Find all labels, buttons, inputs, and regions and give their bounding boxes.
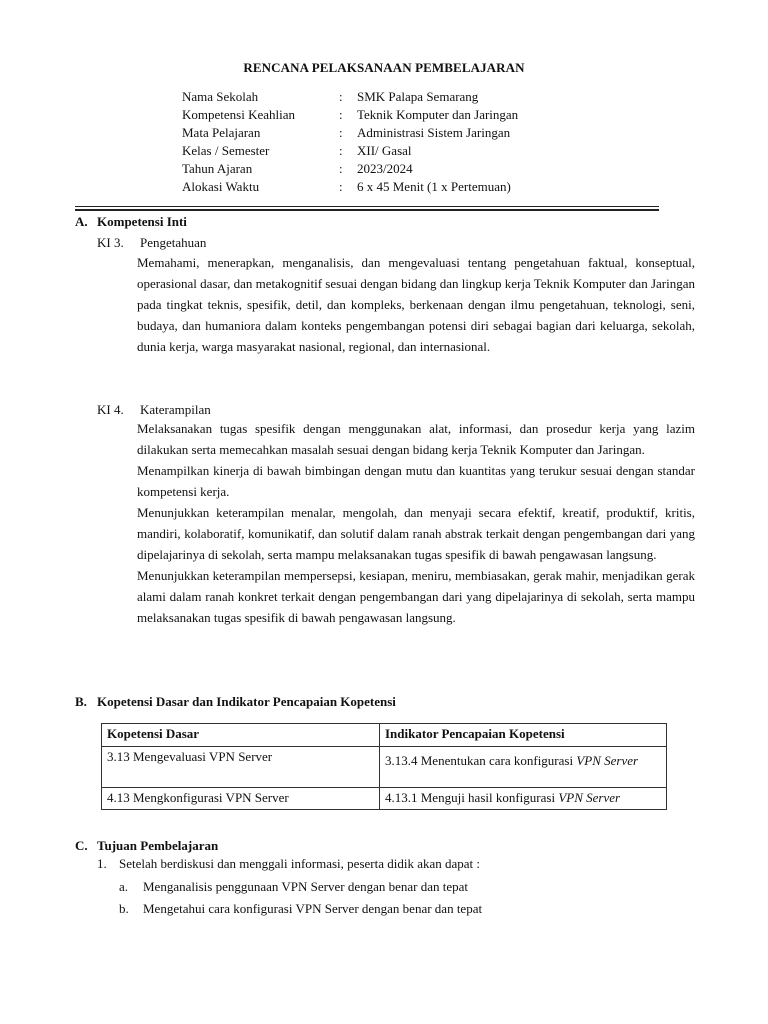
- info-value: Administrasi Sistem Jaringan: [357, 125, 511, 140]
- indicator-text: 3.13.4 Menentukan cara konfigurasi: [385, 753, 577, 768]
- header-divider-thick: [75, 209, 659, 211]
- info-label: Kelas / Semester: [182, 143, 270, 158]
- table-cell-indicator: [380, 747, 667, 788]
- ki3-number: KI 3.: [97, 235, 124, 250]
- info-value: 2023/2024: [357, 161, 413, 176]
- info-label: Tahun Ajaran: [182, 161, 253, 176]
- list-item: [119, 878, 468, 896]
- info-colon: :: [339, 143, 343, 158]
- document-title: RENCANA PELAKSANAAN PEMBELAJARAN: [243, 60, 525, 75]
- list-number: b.: [119, 901, 129, 916]
- table-cell-indicator: [380, 788, 667, 810]
- info-colon: :: [339, 107, 343, 122]
- ki4-text-4: Menunjukkan keterampilan mempersepsi, kesiapan, meniru, membiasakan, gerak mahir, menjadikan gerak alami dalam ranah konkret terkait dengan pengembangan dari yang dipelajarinya di sekolah, serta mampu melaksanakan tugas spesifik di bawah pengawasan langsung.: [137, 568, 695, 625]
- info-row-competency: [182, 106, 518, 124]
- section-b-heading: [75, 693, 396, 711]
- section-letter: C.: [75, 838, 88, 853]
- ki3-text: Memahami, menerapkan, menganalisis, dan mengevaluasi tentang pengetahuan faktual, konseptual, operasional dasar, dan metakognitif sesuai dengan bidang dan lingkup kerja Teknik Komputer dan Jaringan pada tingkat teknis, spesifik, detil, dan kompleks, berkenaan dengan ilmu pengetahuan, teknologi, seni, budaya, dan humaniora dalam konteks pengembangan potensi diri sebagai bagian dari keluarga, sekolah, dunia kerja, warga masyarakat nasional, regional, dan internasional.: [137, 255, 695, 354]
- indicator-term: VPN Server: [576, 753, 639, 768]
- info-label: Nama Sekolah: [182, 89, 259, 104]
- list-item: [119, 900, 482, 918]
- info-colon: :: [339, 89, 343, 104]
- info-label: Kompetensi Keahlian: [182, 107, 295, 122]
- list-number: 1.: [97, 856, 107, 871]
- section-c-heading: [75, 837, 218, 855]
- ki4-text-3: Menunjukkan keterampilan menalar, mengolah, dan menyaji secara efektif, kreatif, produktif, kritis, mandiri, kolaboratif, komunikatif, dan solutif dalam ranah abstrak terkait dengan pengembangan dari yang dipelajarinya di sekolah, serta mampu melaksanakan tugas spesifik di bawah pengawasan langsung.: [137, 505, 695, 562]
- table-header-row: [102, 724, 667, 747]
- identity-block: [182, 88, 518, 196]
- info-colon: :: [339, 161, 343, 176]
- ki3-label: Pengetahuan: [140, 235, 207, 250]
- table-row: [102, 747, 667, 788]
- list-number: a.: [119, 879, 129, 894]
- section-title: Tujuan Pembelajaran: [97, 838, 219, 853]
- info-value: 6 x 45 Menit (1 x Pertemuan): [357, 179, 511, 194]
- ki4-label: Katerampilan: [140, 402, 211, 417]
- info-label: Mata Pelajaran: [182, 125, 261, 140]
- info-row-time: [182, 178, 518, 196]
- table-cell-kd: 4.13 Mengkonfigurasi VPN Server: [102, 788, 380, 810]
- section-title: Kopetensi Dasar dan Indikator Pencapaian Kopetensi: [97, 694, 396, 709]
- list-text: Menganalisis penggunaan VPN Server dengan benar dan tepat: [143, 879, 469, 894]
- info-row-year: [182, 160, 518, 178]
- indicator-text: 4.13.1 Menguji hasil konfigurasi: [385, 790, 559, 805]
- header-divider-thin: [75, 206, 659, 207]
- info-row-subject: [182, 124, 518, 142]
- info-value: Teknik Komputer dan Jaringan: [357, 107, 519, 122]
- indicator-term: VPN Server: [558, 790, 621, 805]
- section-title: Kompetensi Inti: [97, 214, 187, 229]
- info-value: SMK Palapa Semarang: [357, 89, 479, 104]
- table-header-cell: Kopetensi Dasar: [102, 724, 380, 747]
- info-colon: :: [339, 125, 343, 140]
- ki4-text-2: Menampilkan kinerja di bawah bimbingan dengan mutu dan kuantitas yang terukur sesuai dengan standar kompetensi kerja.: [137, 463, 695, 499]
- info-row-school: [182, 88, 518, 106]
- section-a-heading: [75, 213, 187, 231]
- info-label: Alokasi Waktu: [182, 179, 260, 194]
- list-text: Mengetahui cara konfigurasi VPN Server dengan benar dan tepat: [143, 901, 483, 916]
- ki4-heading: [97, 401, 211, 419]
- ki3-paragraph: [137, 252, 695, 357]
- table-cell-kd: 3.13 Mengevaluasi VPN Server: [102, 747, 380, 788]
- table-row: [102, 788, 667, 810]
- ki4-text-1: Melaksanakan tugas spesifik dengan menggunakan alat, informasi, dan prosedur kerja yang lazim dilakukan serta memecahkan masalah sesuai dengan bidang kerja Teknik Komputer dan Jaringan.: [137, 421, 695, 457]
- list-text: Setelah berdiskusi dan menggali informasi, peserta didik akan dapat :: [119, 856, 481, 871]
- info-value: XII/ Gasal: [357, 143, 412, 158]
- ki4-paragraphs: [137, 418, 695, 628]
- table-header-cell: Indikator Pencapaian Kopetensi: [380, 724, 667, 747]
- list-item: [97, 855, 480, 873]
- ki3-heading: [97, 234, 206, 252]
- section-letter: B.: [75, 694, 87, 709]
- ki4-number: KI 4.: [97, 402, 124, 417]
- competency-table: [101, 723, 667, 810]
- section-letter: A.: [75, 214, 88, 229]
- info-row-class: [182, 142, 518, 160]
- info-colon: :: [339, 179, 343, 194]
